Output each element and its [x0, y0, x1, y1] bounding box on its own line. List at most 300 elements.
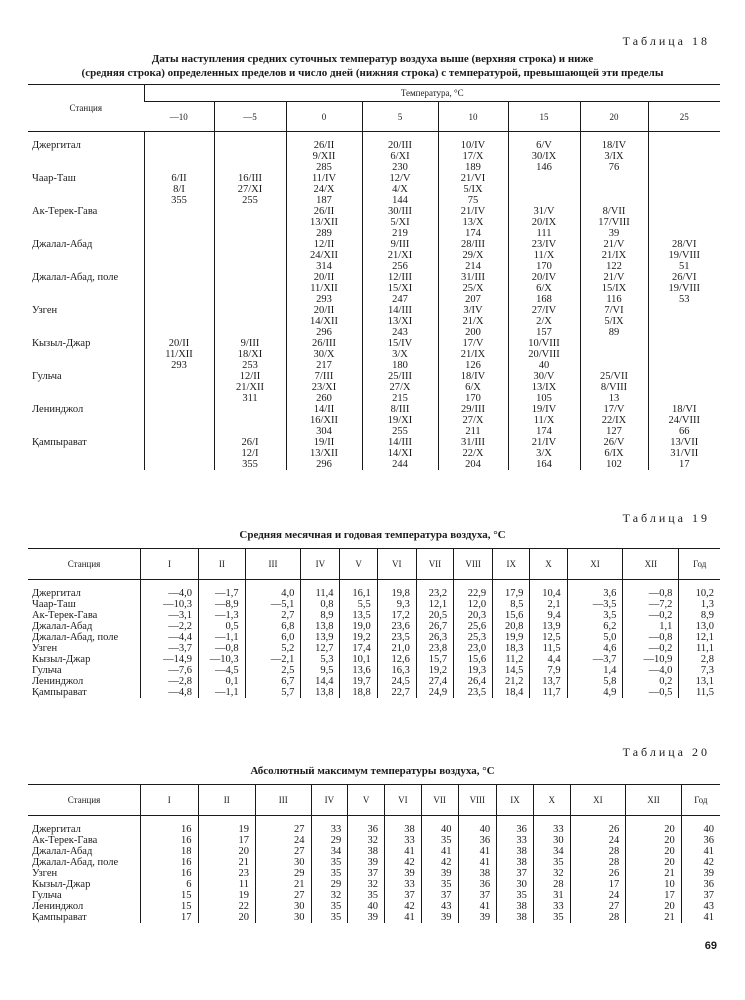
date-cell: 19/II 13/XII 296	[310, 437, 338, 470]
table-18-cell	[508, 305, 580, 338]
table-18-cell	[580, 437, 648, 470]
value-cell: —0,5	[623, 687, 679, 698]
value-cell: 15,6	[493, 610, 530, 621]
station-name: Чаар-Таш	[32, 173, 76, 184]
t20-column-header: VI	[385, 785, 422, 816]
date-cell: 30/III 5/XI 219	[388, 206, 412, 239]
value-cell: 23	[198, 868, 255, 879]
value-cell: —1,7	[199, 588, 246, 599]
value-cell: 33	[497, 835, 534, 846]
date-cell: 13/VII 31/VII 17	[670, 437, 699, 470]
table-18-cell	[214, 140, 286, 173]
value-cell: 35	[311, 868, 348, 879]
value-cell: 40	[348, 901, 385, 912]
value-cell: 24,5	[377, 676, 416, 687]
date-cell: 26/II 13/XII 289	[310, 206, 338, 239]
table-18-caption	[40, 52, 705, 80]
value-cell: 14,5	[493, 665, 530, 676]
value-cell: —4,8	[141, 687, 199, 698]
value-cell: 35	[421, 835, 458, 846]
table-18-cell	[144, 338, 214, 371]
value-cell: 19,3	[454, 665, 493, 676]
table-18-cell	[508, 140, 580, 173]
t20-row	[28, 901, 720, 912]
date-cell: 29/III 27/X 211	[461, 404, 485, 437]
value-cell: 13,8	[301, 687, 340, 698]
value-cell: 27	[255, 890, 311, 901]
value-cell: 23,0	[454, 643, 493, 654]
t19-row	[28, 654, 720, 665]
value-cell: 33	[533, 901, 570, 912]
value-cell: 28	[533, 879, 570, 890]
value-cell: —0,8	[623, 588, 679, 599]
value-cell: 37	[681, 890, 720, 901]
table-20-caption: Абсолютный максимум температуры воздуха, °C	[250, 765, 495, 777]
date-cell: 8/VII 17/VIII 39	[598, 206, 630, 239]
table-18-cell	[362, 140, 438, 173]
table-18-cell	[508, 239, 580, 272]
date-cell: 21/V 15/IX 116	[601, 272, 627, 305]
t20-row	[28, 857, 720, 868]
value-cell: 28	[570, 857, 626, 868]
value-cell: —0,8	[199, 643, 246, 654]
t19-row	[28, 610, 720, 621]
value-cell: —7,2	[623, 599, 679, 610]
value-cell: 35	[533, 912, 570, 923]
t19-column-header: VIII	[454, 549, 493, 580]
value-cell: 38	[385, 824, 422, 835]
date-cell: 15/IV 3/X 180	[387, 338, 413, 371]
value-cell: 11,5	[679, 687, 720, 698]
table-18-cell	[362, 404, 438, 437]
table-19-caption: Средняя месячная и годовая температура воздуха, °C	[239, 529, 506, 541]
value-cell: 27	[255, 824, 311, 835]
value-cell: —10,9	[623, 654, 679, 665]
value-cell: 39	[348, 857, 385, 868]
table-18-cell	[508, 272, 580, 305]
value-cell: 11,1	[679, 643, 720, 654]
value-cell: 30	[255, 901, 311, 912]
date-cell: 16/III 27/XI 255	[237, 173, 263, 206]
table-18-column-header: 25	[648, 102, 720, 132]
value-cell: 30	[533, 835, 570, 846]
date-cell: 9/III 21/XI 256	[387, 239, 413, 272]
value-cell: 11	[198, 879, 255, 890]
value-cell: 6,0	[245, 632, 301, 643]
table-18-cell	[214, 206, 286, 239]
t20-row	[28, 846, 720, 857]
value-cell: —1,1	[199, 687, 246, 698]
t20-column-header: VIII	[458, 785, 497, 816]
table-18-cell	[580, 371, 648, 404]
value-cell: 20,5	[416, 610, 453, 621]
table-18-cell	[286, 404, 362, 437]
table-18-column-header: 5	[362, 102, 438, 132]
value-cell: 35	[421, 879, 458, 890]
value-cell: 38	[497, 912, 534, 923]
value-cell: 16	[141, 857, 198, 868]
station-name: Узген	[32, 305, 58, 316]
table-18-cell	[508, 437, 580, 470]
value-cell: 42	[421, 857, 458, 868]
value-cell: 39	[348, 912, 385, 923]
value-cell: 22,7	[377, 687, 416, 698]
t19-column-header: V	[340, 549, 377, 580]
value-cell: 32	[311, 890, 348, 901]
station-name: Ак-Терек-Гава	[32, 206, 98, 217]
table-18-cell	[286, 305, 362, 338]
value-cell: 37	[385, 890, 422, 901]
value-cell: 32	[348, 879, 385, 890]
value-cell: 9,4	[530, 610, 567, 621]
value-cell: 36	[681, 835, 720, 846]
value-cell: 38	[458, 868, 497, 879]
value-cell: 5,5	[340, 599, 377, 610]
value-cell: 5,0	[567, 632, 623, 643]
value-cell: 29	[311, 835, 348, 846]
station-name: Джалал-Абад, поле	[32, 857, 119, 868]
value-cell: 19,0	[340, 621, 377, 632]
table-18-cell	[580, 338, 648, 371]
value-cell: —3,1	[141, 610, 199, 621]
value-cell: 38	[497, 846, 534, 857]
value-cell: —4,0	[141, 588, 199, 599]
table-18-column-header: 15	[508, 102, 580, 132]
table-18-cell	[648, 239, 720, 272]
t20-column-header: II	[198, 785, 255, 816]
station-name: Ак-Терек-Гава	[32, 610, 98, 621]
value-cell: 21	[255, 879, 311, 890]
value-cell: 16	[141, 835, 198, 846]
table-18-cell	[362, 371, 438, 404]
value-cell: 13,7	[530, 676, 567, 687]
value-cell: 19,9	[493, 632, 530, 643]
station-name: Чаар-Таш	[32, 599, 76, 610]
value-cell: 19,7	[340, 676, 377, 687]
table-18-cell	[438, 305, 508, 338]
value-cell: 23,6	[377, 621, 416, 632]
value-cell: 12,7	[301, 643, 340, 654]
table-18-row	[28, 338, 720, 371]
table-18-cell	[580, 272, 648, 305]
value-cell: —14,9	[141, 654, 199, 665]
value-cell: 17	[570, 879, 626, 890]
t19-column-header: VII	[416, 549, 453, 580]
date-cell: 14/III 13/XI 243	[387, 305, 413, 338]
table-18-caption-line-1: Даты наступления средних суточных температур воздуха выше (верхняя строка) и ниже	[151, 53, 594, 65]
value-cell: 30	[255, 912, 311, 923]
table-18-row	[28, 371, 720, 404]
value-cell: 42	[681, 857, 720, 868]
table-18-cell	[508, 206, 580, 239]
value-cell: 4,6	[567, 643, 623, 654]
value-cell: 35	[348, 890, 385, 901]
value-cell: 43	[421, 901, 458, 912]
value-cell: —3,7	[141, 643, 199, 654]
value-cell: 23,2	[416, 588, 453, 599]
value-cell: 1,4	[567, 665, 623, 676]
value-cell: —2,8	[141, 676, 199, 687]
value-cell: 40	[681, 824, 720, 835]
value-cell: 1,3	[679, 599, 720, 610]
value-cell: 22	[198, 901, 255, 912]
table-18-row	[28, 272, 720, 305]
date-cell: 12/V 4/X 144	[389, 173, 411, 206]
value-cell: 23,8	[416, 643, 453, 654]
table-18-cell	[648, 404, 720, 437]
table-18-cell	[438, 371, 508, 404]
station-name: Қампырават	[32, 912, 87, 923]
value-cell: 0,2	[623, 676, 679, 687]
value-cell: 24	[255, 835, 311, 846]
table-18-row	[28, 404, 720, 437]
table-19-label: Таблица 19	[622, 511, 710, 525]
t19-column-header: Год	[679, 549, 720, 580]
value-cell: 24	[570, 890, 626, 901]
station-name: Джалал-Абад	[32, 239, 93, 250]
table-18-cell	[214, 437, 286, 470]
value-cell: 18,3	[493, 643, 530, 654]
table-18-cell	[214, 371, 286, 404]
value-cell: 35	[311, 912, 348, 923]
table-18-cell	[144, 272, 214, 305]
table-18-column-header: 0	[286, 102, 362, 132]
value-cell: —0,2	[623, 610, 679, 621]
value-cell: 36	[458, 879, 497, 890]
value-cell: 4,4	[530, 654, 567, 665]
t19-column-header: XI	[567, 549, 623, 580]
value-cell: 20,3	[454, 610, 493, 621]
date-cell: 18/VI 24/VIII 66	[668, 404, 700, 437]
value-cell: 13,1	[679, 676, 720, 687]
date-cell: 26/VI 19/VIII 53	[668, 272, 700, 305]
t19-row	[28, 599, 720, 610]
station-name: Гульча	[32, 371, 62, 382]
date-cell: 25/III 27/X 215	[388, 371, 412, 404]
value-cell: 20	[626, 846, 682, 857]
date-cell: 14/III 14/XI 244	[387, 437, 413, 470]
value-cell: —1,3	[199, 610, 246, 621]
table-18-cell	[214, 404, 286, 437]
value-cell: 30	[255, 857, 311, 868]
t19-row	[28, 588, 720, 599]
table-18-cell	[648, 272, 720, 305]
date-cell: 12/II 24/XII 314	[310, 239, 338, 272]
t20-column-header: V	[348, 785, 385, 816]
value-cell: 32	[533, 868, 570, 879]
table-18-cell	[286, 272, 362, 305]
value-cell: 21,2	[493, 676, 530, 687]
value-cell: 5,8	[567, 676, 623, 687]
value-cell: 21	[198, 857, 255, 868]
value-cell: 13,9	[301, 632, 340, 643]
value-cell: 12,0	[454, 599, 493, 610]
t20-column-header: IX	[497, 785, 534, 816]
date-cell: 26/II 9/XII 285	[312, 140, 336, 173]
table-18-cell	[580, 239, 648, 272]
table-18-cell	[580, 404, 648, 437]
value-cell: 31	[533, 890, 570, 901]
value-cell: 41	[385, 846, 422, 857]
t19-column-header: II	[199, 549, 246, 580]
value-cell: 25,6	[454, 621, 493, 632]
value-cell: 10	[626, 879, 682, 890]
station-name: Узген	[32, 868, 58, 879]
date-cell: 7/VI 5/IX 89	[604, 305, 624, 338]
value-cell: 5,3	[301, 654, 340, 665]
value-cell: 19,8	[377, 588, 416, 599]
table-18-cell	[648, 371, 720, 404]
value-cell: 43	[681, 901, 720, 912]
date-cell: 20/II 14/XII 296	[310, 305, 338, 338]
station-name: Ленинджол	[32, 901, 84, 912]
table-18-cell	[214, 305, 286, 338]
value-cell: 12,1	[679, 632, 720, 643]
date-cell: 6/II 8/I 355	[171, 173, 187, 206]
station-name: Джалал-Абад, поле	[32, 272, 119, 283]
t19-row	[28, 665, 720, 676]
value-cell: 6	[141, 879, 198, 890]
station-name: Гульча	[32, 890, 62, 901]
table-18-cell	[286, 371, 362, 404]
table-18-cell	[438, 437, 508, 470]
value-cell: —2,2	[141, 621, 199, 632]
value-cell: 26,7	[416, 621, 453, 632]
value-cell: 26	[570, 824, 626, 835]
value-cell: 34	[533, 846, 570, 857]
date-cell: 8/III 19/XI 255	[387, 404, 413, 437]
table-18-row	[28, 437, 720, 470]
value-cell: 20,8	[493, 621, 530, 632]
table-18-column-header: —5	[214, 102, 286, 132]
value-cell: 19	[198, 824, 255, 835]
value-cell: 16	[141, 824, 198, 835]
table-18-cell	[648, 437, 720, 470]
date-cell: 20/II 11/XII 293	[310, 272, 338, 305]
value-cell: 41	[458, 901, 497, 912]
table-20	[28, 784, 720, 923]
value-cell: 37	[348, 868, 385, 879]
t20-column-header: Станция	[67, 795, 101, 805]
value-cell: 41	[421, 846, 458, 857]
value-cell: 20	[626, 835, 682, 846]
table-18-cell	[362, 173, 438, 206]
table-18-row	[28, 239, 720, 272]
value-cell: 25,3	[454, 632, 493, 643]
table-18-cell	[438, 404, 508, 437]
value-cell: 7,3	[679, 665, 720, 676]
date-cell: 10/IV 17/X 189	[460, 140, 486, 173]
value-cell: 27,4	[416, 676, 453, 687]
table-18-cell	[144, 239, 214, 272]
table-18-cell	[508, 338, 580, 371]
table-18-caption-line-2: (средняя строка) определенных пределов и число дней (нижняя строка) с температурой, превышающей эти пределы	[81, 67, 664, 79]
t19-column-header: IV	[301, 549, 340, 580]
table-18-cell	[362, 305, 438, 338]
station-name: Ленинджол	[32, 676, 84, 687]
t19-column-header: Станция	[67, 559, 101, 569]
value-cell: 26,4	[454, 676, 493, 687]
value-cell: 13,5	[340, 610, 377, 621]
value-cell: 36	[681, 879, 720, 890]
table-18-cell	[144, 206, 214, 239]
table-18-cell	[438, 173, 508, 206]
date-cell: 20/II 11/XII 293	[165, 338, 193, 371]
value-cell: 6,7	[245, 676, 301, 687]
table-18-cell	[438, 239, 508, 272]
value-cell: —3,5	[567, 599, 623, 610]
value-cell: —1,1	[199, 632, 246, 643]
date-cell: 26/I 12/I 355	[241, 437, 259, 470]
table-18-cell	[214, 338, 286, 371]
value-cell: 24,9	[416, 687, 453, 698]
value-cell: 42	[385, 857, 422, 868]
value-cell: 32	[348, 835, 385, 846]
value-cell: 33	[385, 879, 422, 890]
value-cell: 13,6	[340, 665, 377, 676]
value-cell: 2,1	[530, 599, 567, 610]
table-19	[28, 548, 720, 698]
table-18-cell	[648, 173, 720, 206]
value-cell: 20	[198, 912, 255, 923]
date-cell: 18/IV 3/IX 76	[601, 140, 627, 173]
table-18-cell	[648, 206, 720, 239]
date-cell: 21/IV 3/X 164	[531, 437, 557, 470]
t20-column-header: XII	[626, 785, 682, 816]
value-cell: 11,7	[530, 687, 567, 698]
date-cell: 17/V 22/IX 127	[601, 404, 627, 437]
t19-column-header: IX	[493, 549, 530, 580]
value-cell: 9,3	[377, 599, 416, 610]
value-cell: 37	[421, 890, 458, 901]
value-cell: 20	[198, 846, 255, 857]
date-cell: 31/III 25/X 207	[461, 272, 485, 305]
value-cell: —10,3	[141, 599, 199, 610]
value-cell: 28	[570, 846, 626, 857]
value-cell: 13,0	[679, 621, 720, 632]
value-cell: 19,2	[340, 632, 377, 643]
date-cell: 10/VIII 20/VIII 40	[528, 338, 560, 371]
value-cell: 17,9	[493, 588, 530, 599]
value-cell: 41	[458, 846, 497, 857]
value-cell: —4,5	[199, 665, 246, 676]
value-cell: 12,6	[377, 654, 416, 665]
date-cell: 18/IV 6/X 170	[460, 371, 486, 404]
station-name: Джалал-Абад, поле	[32, 632, 119, 643]
t19-column-header: VI	[377, 549, 416, 580]
value-cell: 21	[626, 868, 682, 879]
station-name: Қампырават	[32, 437, 87, 448]
value-cell: 41	[458, 857, 497, 868]
table-18-row	[28, 305, 720, 338]
value-cell: 38	[348, 846, 385, 857]
date-cell: 23/IV 11/X 170	[531, 239, 557, 272]
date-cell: 21/IV 13/X 174	[460, 206, 486, 239]
value-cell: 11,5	[530, 643, 567, 654]
t19-row	[28, 632, 720, 643]
table-18-cell	[362, 206, 438, 239]
value-cell: 8,9	[679, 610, 720, 621]
value-cell: 26,3	[416, 632, 453, 643]
table-18-cell	[580, 173, 648, 206]
table-20-label: Таблица 20	[622, 745, 710, 759]
value-cell: —0,8	[623, 632, 679, 643]
value-cell: 18,8	[340, 687, 377, 698]
value-cell: 41	[681, 846, 720, 857]
value-cell: 2,7	[245, 610, 301, 621]
station-name: Узген	[32, 643, 58, 654]
t19-row	[28, 687, 720, 698]
